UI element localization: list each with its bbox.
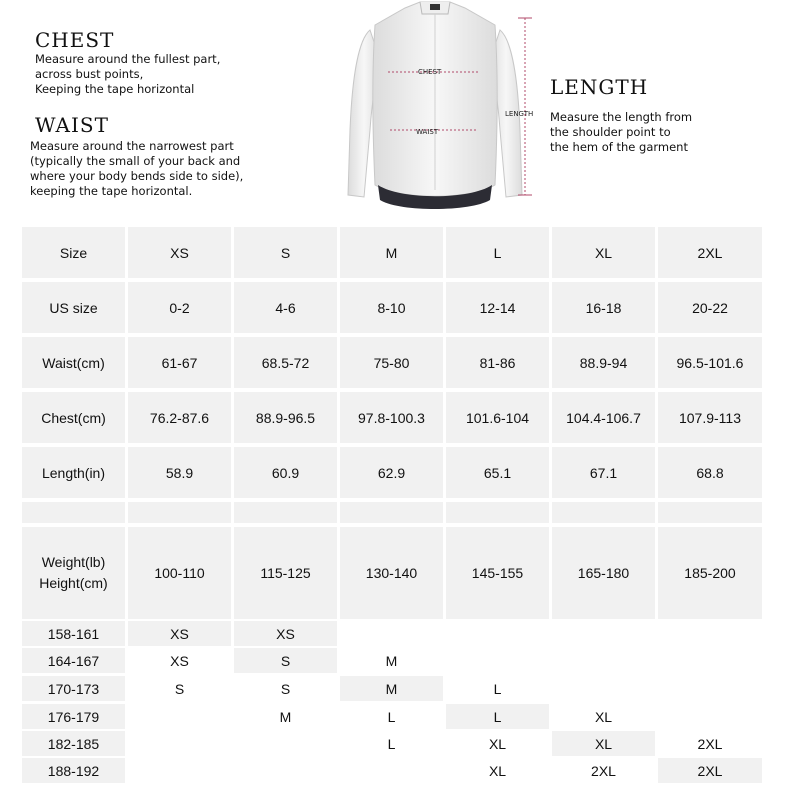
size-cell: 76.2-87.6 bbox=[128, 392, 231, 443]
fit-cell: XS bbox=[128, 621, 231, 646]
fit-cell bbox=[658, 648, 762, 673]
fit-cell bbox=[658, 704, 762, 729]
size-cell: 68.5-72 bbox=[234, 337, 337, 388]
waist-description: Measure around the narrowest part (typically the small of your back and where your body bends side to side), keeping the tape horizontal. bbox=[30, 139, 244, 198]
spacer-cell bbox=[128, 502, 231, 523]
chest-description: Measure around the fullest part, across bust points, Keeping the tape horizontal bbox=[35, 52, 221, 96]
size-header-cell: XL bbox=[552, 227, 655, 278]
waist-heading: WAIST bbox=[35, 113, 109, 137]
size-header-cell: L bbox=[446, 227, 549, 278]
size-cell: 4-6 bbox=[234, 282, 337, 333]
fit-cell bbox=[446, 648, 549, 673]
fit-cell bbox=[128, 704, 231, 729]
fit-cell: XS bbox=[128, 648, 231, 673]
size-cell: 60.9 bbox=[234, 447, 337, 498]
size-cell: 65.1 bbox=[446, 447, 549, 498]
size-header-cell: M bbox=[340, 227, 443, 278]
fit-cell: XL bbox=[446, 731, 549, 756]
jersey-chest-label: CHEST bbox=[418, 68, 442, 76]
fit-cell bbox=[234, 731, 337, 756]
size-cell: 88.9-96.5 bbox=[234, 392, 337, 443]
weight-header-cell: 115-125 bbox=[234, 527, 337, 619]
fit-cell: XL bbox=[552, 704, 655, 729]
jersey-illustration bbox=[330, 0, 540, 215]
height-row-label: 176-179 bbox=[22, 704, 125, 729]
size-header-cell: 2XL bbox=[658, 227, 762, 278]
fit-cell: L bbox=[446, 676, 549, 701]
height-row-label: 182-185 bbox=[22, 731, 125, 756]
height-row-label: 170-173 bbox=[22, 676, 125, 701]
height-row-label: 158-161 bbox=[22, 621, 125, 646]
spacer-cell bbox=[552, 502, 655, 523]
size-cell: 81-86 bbox=[446, 337, 549, 388]
size-cell: 62.9 bbox=[340, 447, 443, 498]
size-cell: 12-14 bbox=[446, 282, 549, 333]
size-cell: 88.9-94 bbox=[552, 337, 655, 388]
size-cell: 97.8-100.3 bbox=[340, 392, 443, 443]
fit-cell: S bbox=[234, 676, 337, 701]
fit-cell: 2XL bbox=[658, 758, 762, 783]
size-cell: 104.4-106.7 bbox=[552, 392, 655, 443]
size-cell: 107.9-113 bbox=[658, 392, 762, 443]
fit-cell: M bbox=[340, 648, 443, 673]
fit-cell bbox=[340, 621, 443, 646]
size-header-cell: Size bbox=[22, 227, 125, 278]
fit-cell bbox=[658, 621, 762, 646]
fit-cell: M bbox=[234, 704, 337, 729]
weight-header-cell: 145-155 bbox=[446, 527, 549, 619]
fit-cell bbox=[340, 758, 443, 783]
fit-cell bbox=[552, 676, 655, 701]
size-cell: 20-22 bbox=[658, 282, 762, 333]
size-row-label: Waist(cm) bbox=[22, 337, 125, 388]
size-cell: 96.5-101.6 bbox=[658, 337, 762, 388]
chest-heading: CHEST bbox=[35, 28, 115, 52]
jersey-waist-label: WAIST bbox=[416, 128, 439, 136]
fit-cell bbox=[446, 621, 549, 646]
fit-cell: XL bbox=[552, 731, 655, 756]
fit-cell: L bbox=[446, 704, 549, 729]
size-row-label: Chest(cm) bbox=[22, 392, 125, 443]
size-cell: 67.1 bbox=[552, 447, 655, 498]
size-row-label: US size bbox=[22, 282, 125, 333]
fit-cell: L bbox=[340, 731, 443, 756]
fit-cell: S bbox=[234, 648, 337, 673]
spacer-cell bbox=[22, 502, 125, 523]
fit-cell: 2XL bbox=[552, 758, 655, 783]
spacer-cell bbox=[340, 502, 443, 523]
height-row-label: 188-192 bbox=[22, 758, 125, 783]
length-heading: LENGTH bbox=[550, 75, 649, 99]
spacer-cell bbox=[234, 502, 337, 523]
fit-cell bbox=[234, 758, 337, 783]
size-cell: 101.6-104 bbox=[446, 392, 549, 443]
length-description: Measure the length from the shoulder point to the hem of the garment bbox=[550, 110, 693, 154]
size-cell: 58.9 bbox=[128, 447, 231, 498]
size-cell: 68.8 bbox=[658, 447, 762, 498]
fit-cell: 2XL bbox=[658, 731, 762, 756]
fit-cell bbox=[552, 621, 655, 646]
fit-cell: L bbox=[340, 704, 443, 729]
size-header-cell: S bbox=[234, 227, 337, 278]
spacer-cell bbox=[446, 502, 549, 523]
weight-header-cell: 100-110 bbox=[128, 527, 231, 619]
fit-cell: XL bbox=[446, 758, 549, 783]
fit-cell: S bbox=[128, 676, 231, 701]
fit-cell bbox=[658, 676, 762, 701]
fit-cell bbox=[552, 648, 655, 673]
size-header-cell: XS bbox=[128, 227, 231, 278]
fit-cell: XS bbox=[234, 621, 337, 646]
weight-header-cell: 130-140 bbox=[340, 527, 443, 619]
size-cell: 0-2 bbox=[128, 282, 231, 333]
fit-cell bbox=[128, 731, 231, 756]
size-cell: 61-67 bbox=[128, 337, 231, 388]
size-row-label: Length(in) bbox=[22, 447, 125, 498]
size-cell: 8-10 bbox=[340, 282, 443, 333]
fit-cell bbox=[128, 758, 231, 783]
height-row-label: 164-167 bbox=[22, 648, 125, 673]
weight-height-header: Weight(lb) Height(cm) bbox=[22, 527, 125, 619]
jersey-length-label: LENGTH bbox=[505, 110, 534, 118]
weight-header-cell: 185-200 bbox=[658, 527, 762, 619]
size-cell: 16-18 bbox=[552, 282, 655, 333]
weight-header-cell: 165-180 bbox=[552, 527, 655, 619]
size-cell: 75-80 bbox=[340, 337, 443, 388]
spacer-cell bbox=[658, 502, 762, 523]
fit-cell: M bbox=[340, 676, 443, 701]
